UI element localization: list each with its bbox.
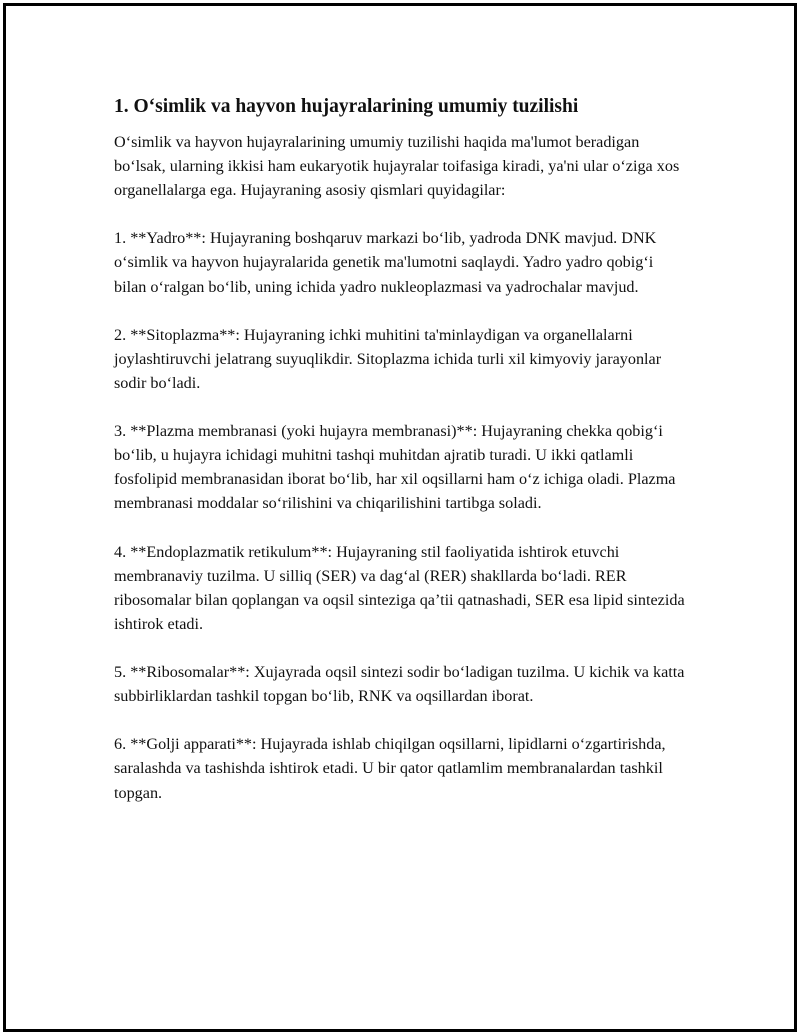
list-item-plazma-membranasi: 3. **Plazma membranasi (yoki hujayra membranasi)**: Hujayraning chekka qobig‘i bo‘lib, u hujayra ichidagi muhitni tashqi muhitdan ajratib turadi. U ikki qatlamli fosfolipid membranasidan iborat bo‘lib, har xil oqsillarni ham o‘z ichiga oladi. Plazma membranasi moddalar so‘rilishini va chiqarilishini tartibga soladi. [114, 422, 676, 513]
list-item-sitoplazma: 2. **Sitoplazma**: Hujayraning ichki muhitini ta'minlaydigan va organellalarni joylashtiruvchi jelatrang suyuqlikdir. Sitoplazma ichida turli xil kimyoviy jarayonlar sodir bo‘ladi. [114, 325, 662, 392]
intro-paragraph: O‘simlik va hayvon hujayralarining umumiy tuzilishi haqida ma'lumot beradigan bo‘lsak, ularning ikkisi ham eukaryotik hujayralar toifasiga kiradi, ya'ni ular o‘ziga xos organellalarga ega. Hujayraning asosiy qismlari quyidagilar: [114, 133, 680, 200]
list-item-ribosomalar: 5. **Ribosomalar**: Xujayrada oqsil sintezi sodir bo‘ladigan tuzilma. U kichik va katta subbirliklardan tashkil topgan bo‘lib, RNK va oqsillardan iborat. [114, 663, 685, 706]
section-heading: 1. O‘simlik va hayvon hujayralarining umumiy tuzilishi [114, 96, 579, 117]
document-body [114, 94, 689, 829]
list-item-yadro: 1. **Yadro**: Hujayraning boshqaruv markazi bo‘lib, yadroda DNK mavjud. DNK o‘simlik va hayvon hujayralarida genetik ma'lumotni saqlaydi. Yadro yadro qobig‘i bilan o‘ralgan bo‘lib, uning ichida yadro nukleoplazmasi va yadrochalar mavjud. [114, 229, 657, 296]
list-item-endoplazmatik-retikulum: 4. **Endoplazmatik retikulum**: Hujayraning stil faoliyatida ishtirok etuvchi membranaviy tuzilma. U silliq (SER) va dag‘al (RER) shakllarda bo‘ladi. RER ribosomalar bilan qoplangan va oqsil sinteziga qa’tii qatnashadi, SER esa lipid sintezida ishtirok etadi. [114, 542, 685, 633]
list-item-golji-apparati: 6. **Golji apparati**: Hujayrada ishlab chiqilgan oqsillarni, lipidlarni o‘zgartirishda, saralashda va tashishda ishtirok etadi. U bir qator qatlamlim membranalardan tashkil topgan. [114, 735, 666, 802]
